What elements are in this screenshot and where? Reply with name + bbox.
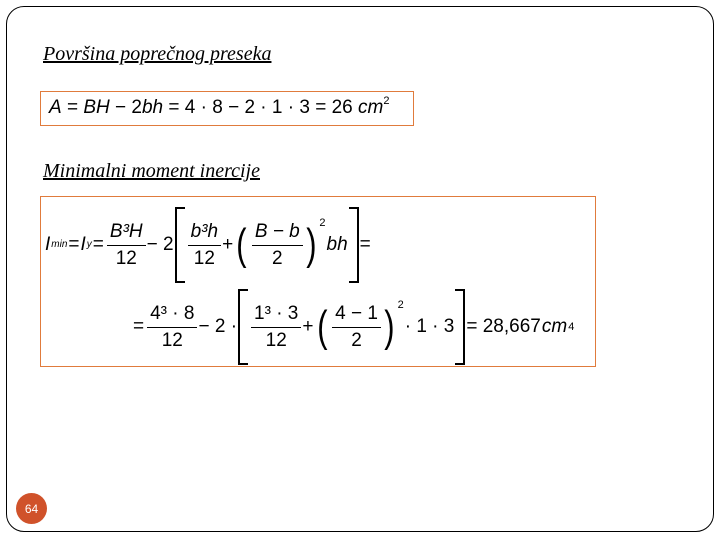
- right-bracket: [349, 207, 359, 283]
- left-bracket: [175, 207, 185, 283]
- inertia-equals-2: =: [92, 234, 104, 255]
- area-heading: Površina poprečnog preseka: [43, 43, 272, 65]
- plus-sign: +: [222, 234, 234, 255]
- inertia-equals: =: [68, 234, 80, 255]
- area-formula-box: [40, 91, 414, 126]
- fraction-numerator: 4 − 1: [332, 303, 381, 328]
- area-computation: = 4 · 8 − 2 · 1 · 3 = 26: [163, 97, 358, 118]
- fraction-13-3-12: [251, 303, 301, 352]
- fraction-denominator: 12: [265, 329, 287, 351]
- inertia-row-2: = $\frac{\text{4³ · 8}}{12}$ − 2 · $\frac{\text{1³ · 3}}{12}$ + ( $\frac{4 - 1}{2}$ ) 2 · 1 · 3 = 28,667 cm 4: [133, 289, 575, 365]
- area-minus: − 2: [109, 97, 142, 118]
- trailing-equals: =: [359, 234, 371, 255]
- area-formula: [49, 97, 389, 119]
- left-paren: (: [316, 302, 327, 351]
- area-symbol: A: [49, 97, 62, 118]
- fraction-denominator: 12: [115, 247, 137, 269]
- area-bh: bh: [141, 97, 164, 118]
- fraction-numerator: B − b: [252, 221, 303, 246]
- row2-plus: +: [302, 316, 314, 337]
- fraction-4-1-2: [332, 303, 381, 352]
- row2-product: · 1 · 3: [404, 316, 455, 337]
- fraction-denominator: 12: [161, 329, 183, 351]
- right-bracket: [455, 289, 465, 365]
- left-bracket: [238, 289, 248, 365]
- inertia-heading: Minimalni moment inercije: [43, 160, 260, 182]
- fraction-bh-12: [188, 221, 221, 270]
- row2-minus: − 2 ·: [198, 316, 238, 337]
- row2-equals: =: [133, 316, 145, 337]
- row2-result: = 28,667: [466, 316, 541, 337]
- left-paren: (: [236, 220, 247, 269]
- fraction-BH-12: [107, 221, 146, 270]
- right-paren: ): [384, 302, 395, 351]
- fraction-numerator: B³H: [107, 221, 146, 246]
- inertia-symbol: I: [45, 234, 51, 255]
- fraction-Bb-2: [252, 221, 303, 270]
- inertia-row-1: I min = I y = $\frac{\text{B³H}}{12}$ − 2 $\frac{\text{b³h}}{12}$ + ( $\frac{B - b}{2}$ ) 2 bh =: [45, 207, 372, 283]
- bh-term: bh: [326, 234, 348, 255]
- area-BH: BH: [83, 97, 110, 118]
- inertia-unit: cm: [541, 316, 568, 337]
- inertia-y-symbol: I: [80, 234, 86, 255]
- minus-two: − 2: [146, 234, 174, 255]
- fraction-numerator: b³h: [188, 221, 221, 246]
- square-exponent: 2: [397, 299, 404, 311]
- square-exponent: 2: [319, 217, 326, 229]
- page-number-badge: 64: [16, 493, 47, 524]
- fraction-denominator: 12: [193, 247, 215, 269]
- fraction-denominator: 2: [351, 329, 362, 351]
- fraction-numerator: 1³ · 3: [251, 303, 301, 328]
- area-equals: =: [61, 97, 84, 118]
- area-unit-exponent: 2: [383, 95, 390, 107]
- fraction-43-8-12: [147, 303, 197, 352]
- fraction-denominator: 2: [271, 247, 283, 269]
- right-paren: ): [305, 220, 317, 269]
- area-unit: cm: [358, 97, 384, 118]
- fraction-numerator: 4³ · 8: [147, 303, 197, 328]
- inertia-formula-box: [40, 196, 596, 367]
